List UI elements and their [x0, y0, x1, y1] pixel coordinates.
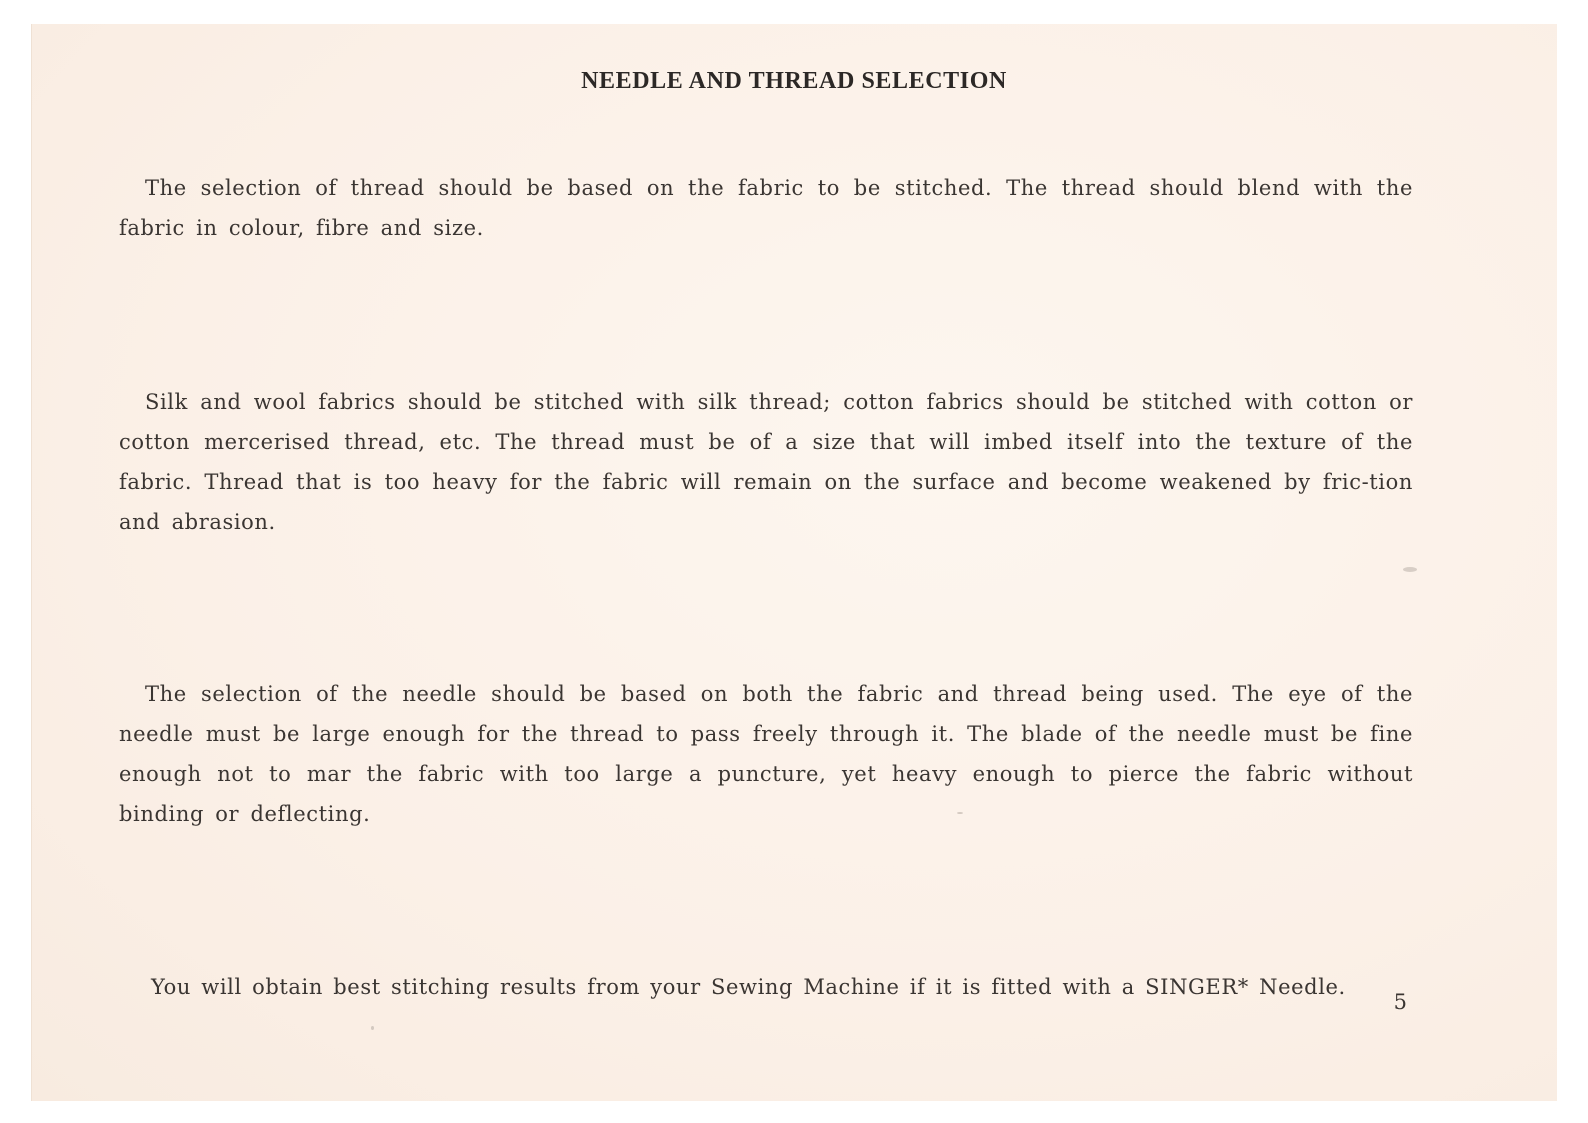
paragraph-needle-selection: The selection of the needle should be based on both the fabric and thread being used. The eye of the needle must be large enough for the thread to pass freely through it. The blade of the needle must be fine enough not to mar the fabric with too large a puncture, yet heavy enough to pierce the fabric without binding or deflecting.	[119, 682, 1413, 826]
paragraph-thread-selection: The selection of thread should be based on the fabric to be stitched. The thread should blend with the fabric in colour, fibre and size.	[119, 176, 1413, 240]
paper-speck	[957, 812, 963, 814]
page-title: NEEDLE AND THREAD SELECTION	[581, 68, 1007, 94]
page-number: 5	[1393, 990, 1407, 1014]
manual-page	[31, 24, 1557, 1101]
paragraph-thread-fabric-match: Silk and wool fabrics should be stitched with silk thread; cotton fabrics should be stitched with cotton or cotton mercerised thread, etc. The thread must be of a size that will imbed itself into the texture of the fabric. Thread that is too heavy for the fabric will remain on the surface and become weakened by fric-tion and abrasion.	[119, 390, 1413, 534]
paper-speck	[1403, 567, 1417, 572]
paper-speck	[371, 1026, 374, 1030]
paragraph-singer-needle: You will obtain best stitching results from your Sewing Machine if it is fitted with a SINGER* Needle.	[151, 975, 1346, 999]
